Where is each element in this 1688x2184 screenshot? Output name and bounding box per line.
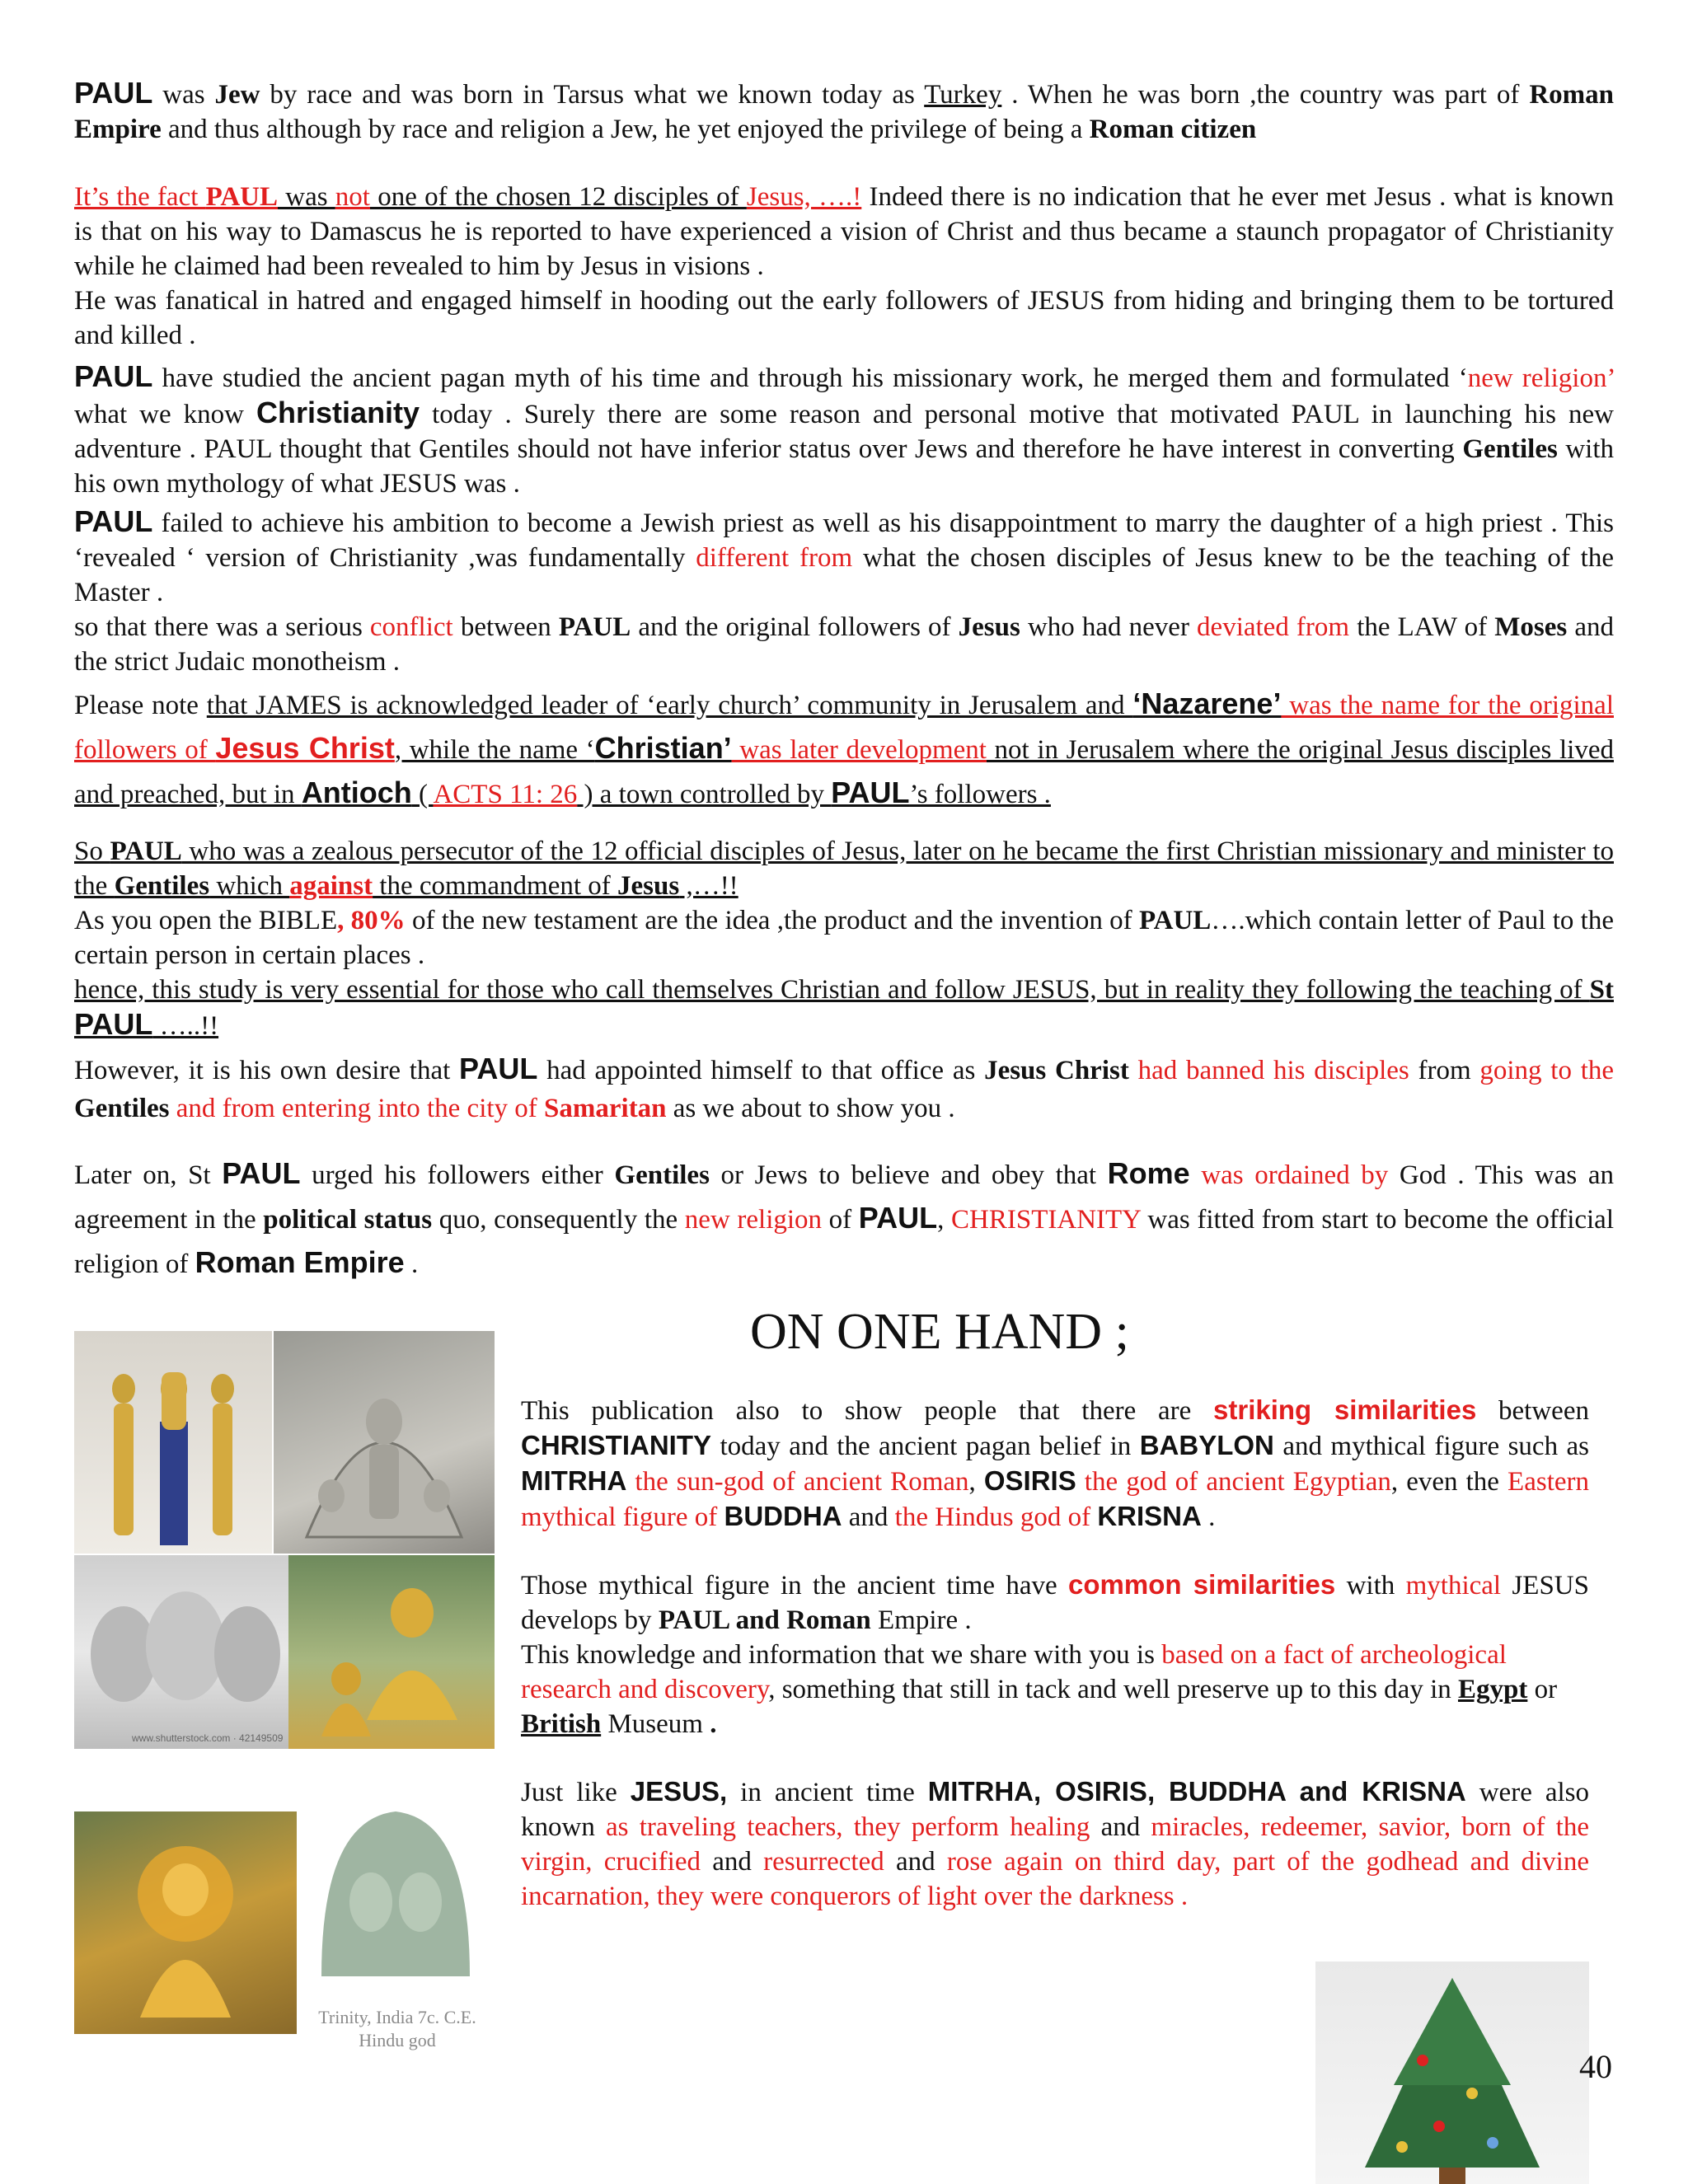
text: Jew bbox=[214, 80, 260, 110]
text: had banned his disciples bbox=[1128, 1056, 1409, 1085]
text: Later on, St bbox=[74, 1160, 223, 1190]
text: and the original followers of bbox=[631, 612, 959, 642]
christmas-tree-image bbox=[1315, 1961, 1589, 2184]
text: the god of ancient Egyptian bbox=[1076, 1467, 1391, 1497]
text: today . Surely there are some reason and personal motive that motivated PAUL in launching his new adventure . PAUL thought that Gentiles should not have inferior status over Jews and therefore he have interest in converting bbox=[74, 400, 1614, 464]
text: ’s followers . bbox=[909, 780, 1051, 809]
paragraph-not-disciple bbox=[74, 180, 1614, 353]
text: urged his followers either bbox=[300, 1160, 615, 1190]
statue-body bbox=[114, 1404, 134, 1535]
text: CHRISTIANITY bbox=[951, 1205, 1141, 1235]
text: miracles, redeemer, savior, born of the virgin, crucified bbox=[521, 1812, 1589, 1877]
text: PAUL bbox=[858, 1201, 938, 1235]
ornament bbox=[1396, 2141, 1408, 2153]
text: deviated from bbox=[1197, 612, 1350, 642]
ornament bbox=[1466, 2088, 1478, 2099]
text: the LAW of bbox=[1349, 612, 1495, 642]
paragraph-knowledge bbox=[521, 1638, 1559, 1741]
spacer bbox=[521, 1535, 1589, 1568]
paragraph-persecutor bbox=[74, 834, 1614, 1043]
text: Indeed there is no indication that he ever met Jesus . what is known is that on his way to Damascus he is reported to have experienced a vision of Christ and thus became a staunch propagator of Christianity while he claimed had been revealed to him by Jesus in visions . bbox=[74, 182, 1615, 281]
text: , 80% bbox=[337, 906, 406, 935]
text: the sun-god of ancient Roman bbox=[626, 1467, 969, 1497]
text: that JAMES is acknowledged leader of ‘early church’ community in Jerusalem and bbox=[206, 691, 1133, 720]
text: . bbox=[710, 1709, 717, 1739]
paragraph-common bbox=[521, 1568, 1589, 1638]
text: and thus although by race and religion a Jew, he yet enjoyed the privilege of being a bbox=[161, 115, 1090, 144]
text: was fitted from start to become the official religion of bbox=[74, 1205, 1614, 1279]
image-caption bbox=[298, 2006, 496, 2052]
text: was the name for the original followers of bbox=[74, 691, 1614, 765]
text: what we know bbox=[74, 400, 257, 429]
text: and from entering into the city of bbox=[169, 1094, 545, 1123]
right-column-text bbox=[521, 1393, 1589, 1914]
text: rose again on third day, part of the godhead and divine incarnation, they were conquerors of light over the darkness . bbox=[521, 1847, 1589, 1911]
text: Gentiles bbox=[74, 1094, 170, 1123]
text: the Hindus god of bbox=[894, 1502, 1098, 1532]
text: and bbox=[842, 1502, 895, 1532]
name-paul: PAUL bbox=[74, 76, 153, 110]
text: who was a zealous persecutor of the 12 official disciples of Jesus, later on he became the first Christian missionary and minister to the bbox=[74, 837, 1614, 901]
egyptian-gods-statue-image bbox=[74, 1331, 272, 1554]
three-faced-sculpture-image bbox=[74, 1555, 288, 1749]
text: and mythical figure such as bbox=[1273, 1432, 1590, 1461]
caption-line: Hindu god bbox=[359, 2030, 436, 2050]
text: OSIRIS bbox=[983, 1465, 1076, 1496]
text: with his own mythology of what JESUS was . bbox=[74, 434, 1614, 499]
text: , even the bbox=[1390, 1467, 1508, 1497]
text: going to the bbox=[1479, 1056, 1615, 1085]
spacer bbox=[521, 1741, 1589, 1774]
statue-body bbox=[162, 1372, 186, 1430]
caption-line: Trinity, India 7c. C.E. bbox=[318, 2007, 476, 2027]
text: ) a town controlled by bbox=[577, 780, 832, 809]
text: Roman Empire bbox=[74, 80, 1614, 144]
paragraph-rome bbox=[74, 1152, 1614, 1286]
text: striking similarities bbox=[1213, 1394, 1477, 1425]
text: , bbox=[968, 1467, 984, 1497]
text: PAUL bbox=[831, 776, 910, 809]
text: As you open the BIBLE bbox=[74, 906, 338, 935]
paragraph-similarities bbox=[521, 1393, 1589, 1535]
text: quo, consequently the bbox=[432, 1205, 685, 1235]
statue-body bbox=[213, 1404, 232, 1535]
text: Please note bbox=[74, 691, 207, 720]
text: It’s the fact bbox=[74, 182, 206, 212]
text: , bbox=[937, 1205, 952, 1235]
text: with bbox=[1335, 1571, 1406, 1601]
text: between bbox=[452, 612, 559, 642]
text: conflict bbox=[369, 612, 453, 642]
text: This knowledge and information that we share with you is bbox=[521, 1640, 1162, 1670]
text: CHRISTIANITY bbox=[521, 1430, 711, 1460]
text: Jesus, ….! bbox=[746, 182, 862, 212]
text: Jesus Christ bbox=[984, 1056, 1129, 1085]
text: Empire . bbox=[870, 1605, 972, 1635]
text: However, it is his own desire that bbox=[74, 1056, 460, 1085]
text: Antioch bbox=[301, 776, 412, 809]
text: common similarities bbox=[1068, 1569, 1336, 1600]
text: Rome bbox=[1107, 1156, 1190, 1190]
text: new religion’ bbox=[1467, 363, 1614, 393]
text: Roman Empire bbox=[195, 1245, 405, 1279]
text: hence, this study is very essential for those who call themselves Christian and follow JESUS, but in reality they following the teaching of bbox=[74, 975, 1590, 1005]
paragraph-ambition bbox=[74, 504, 1614, 679]
idol-illustration bbox=[74, 1811, 297, 2034]
text: . When he was born ,the country was part of bbox=[1001, 80, 1530, 110]
text: resurrected bbox=[763, 1847, 884, 1877]
text: ….which contain letter of Paul to the certain person in certain places . bbox=[74, 906, 1615, 970]
statue-head bbox=[112, 1374, 135, 1404]
text: was bbox=[152, 80, 215, 110]
text: PAUL bbox=[110, 837, 182, 866]
pillar bbox=[160, 1422, 188, 1545]
tree-illustration bbox=[1315, 1961, 1589, 2184]
watermark: www.shutterstock.com · 42149509 bbox=[132, 1732, 284, 1744]
text: ,…!! bbox=[679, 871, 738, 901]
krisna-idol-image bbox=[74, 1811, 297, 2034]
text: God . This was an agreement in the bbox=[74, 1160, 1614, 1235]
text: KRISNA bbox=[1097, 1501, 1202, 1531]
text: PAUL bbox=[459, 1052, 538, 1085]
text: This publication also to show people that there are bbox=[521, 1396, 1214, 1426]
text: new religion bbox=[684, 1205, 823, 1235]
text: BUDDHA bbox=[724, 1501, 842, 1531]
text: was ordained by bbox=[1189, 1160, 1389, 1190]
text: ACTS 11: 26 bbox=[433, 780, 578, 809]
paragraph-nazarene bbox=[74, 682, 1614, 816]
text: Turkey bbox=[924, 80, 1002, 110]
text: Moses bbox=[1494, 612, 1568, 642]
text: PAUL and Roman bbox=[658, 1605, 871, 1635]
text: not bbox=[335, 182, 370, 212]
text: were also known bbox=[521, 1778, 1589, 1842]
text: not in Jerusalem where the original Jesus disciples lived and preached, but in bbox=[74, 735, 1614, 809]
text: had appointed himself to that office as bbox=[537, 1056, 985, 1085]
text: So bbox=[74, 837, 110, 866]
stone-head-illustration bbox=[297, 1787, 495, 2009]
text: as we about to show you . bbox=[666, 1094, 955, 1123]
text: MITRHA, OSIRIS, BUDDHA and KRISNA bbox=[927, 1776, 1466, 1807]
text: and bbox=[884, 1847, 947, 1877]
statue-illustration bbox=[74, 1331, 272, 1554]
paragraph-pagan-myth bbox=[74, 359, 1614, 501]
text: PAUL bbox=[74, 504, 153, 538]
paragraph-paul-origin bbox=[74, 76, 1614, 147]
text: PAUL bbox=[74, 1007, 153, 1041]
text: and bbox=[701, 1847, 764, 1877]
text: which bbox=[209, 871, 290, 901]
text: Gentiles bbox=[1462, 434, 1558, 464]
text: of bbox=[822, 1205, 859, 1235]
statue-head bbox=[211, 1374, 234, 1404]
text: PAUL bbox=[222, 1156, 301, 1190]
text: Museum bbox=[601, 1709, 710, 1739]
text: was later development bbox=[731, 735, 987, 765]
spacer bbox=[74, 816, 1614, 834]
text: as traveling teachers, they perform healing bbox=[606, 1812, 1090, 1842]
text: JESUS, bbox=[630, 1776, 728, 1807]
text: PAUL bbox=[205, 182, 279, 212]
text: and bbox=[1090, 1812, 1151, 1842]
relief-illustration bbox=[274, 1331, 495, 1554]
text: or Jews to believe and obey that bbox=[709, 1160, 1108, 1190]
text: Jesus bbox=[617, 871, 680, 901]
text: PAUL bbox=[74, 359, 153, 393]
text: Roman citizen bbox=[1089, 115, 1257, 144]
text: Christian’ bbox=[594, 731, 732, 765]
ornament bbox=[1487, 2137, 1498, 2149]
text: Gentiles bbox=[114, 871, 210, 901]
ornament bbox=[1433, 2121, 1445, 2132]
paragraph-just-like bbox=[521, 1774, 1589, 1914]
text: JESUS develops by bbox=[521, 1571, 1589, 1635]
text: of the new testament are the idea ,the product and the invention of bbox=[405, 906, 1139, 935]
text: Gentiles bbox=[614, 1160, 710, 1190]
text: failed to achieve his ambition to become a Jewish priest as well as his disappointment to marry the daughter of a high priest . This ‘revealed ‘ version of Christianity ,was fundamentally bbox=[74, 509, 1614, 573]
green-stone-head-image bbox=[297, 1787, 495, 2009]
text: based on a fact of archeological research and discovery bbox=[521, 1640, 1507, 1704]
text: against bbox=[289, 871, 373, 901]
text: He was fanatical in hatred and engaged himself in hooding out the early followers of JESUS from hiding and bringing them to be tortured and killed . bbox=[74, 286, 1614, 350]
text: so that there was a serious bbox=[74, 612, 370, 642]
text: ( bbox=[411, 780, 434, 809]
text: different from bbox=[696, 543, 853, 573]
text: , while the name ‘ bbox=[394, 735, 595, 765]
text: . bbox=[404, 1249, 419, 1279]
text: ‘Nazarene’ bbox=[1132, 687, 1282, 720]
text: one of the chosen 12 disciples of bbox=[369, 182, 747, 212]
text: , something that still in tack and well preserve up to this day in bbox=[768, 1675, 1458, 1704]
text: PAUL bbox=[1138, 906, 1212, 935]
text: or bbox=[1527, 1675, 1558, 1704]
text: today and the ancient pagan belief in bbox=[711, 1432, 1140, 1461]
text: Egypt bbox=[1457, 1675, 1528, 1704]
text: Jesus Christ bbox=[215, 731, 395, 765]
buddha-illustration bbox=[288, 1555, 495, 1749]
text: Jesus bbox=[958, 612, 1020, 642]
text: …..!! bbox=[152, 1011, 219, 1041]
text: MITRHA bbox=[521, 1465, 627, 1496]
text: in ancient time bbox=[727, 1778, 928, 1807]
golden-buddha-image bbox=[288, 1555, 495, 1749]
ornament bbox=[1417, 2055, 1428, 2066]
text: Christianity bbox=[256, 396, 420, 429]
paragraph-gentiles bbox=[74, 1050, 1614, 1127]
article-body bbox=[74, 76, 1614, 1286]
text: St bbox=[1589, 975, 1614, 1005]
text: PAUL bbox=[558, 612, 631, 642]
text: Just like bbox=[521, 1778, 631, 1807]
stone-relief-image bbox=[274, 1331, 495, 1554]
text: the commandment of bbox=[373, 871, 617, 901]
spacer bbox=[74, 1127, 1614, 1152]
text: from bbox=[1409, 1056, 1480, 1085]
text: and the strict Judaic monotheism . bbox=[74, 612, 1614, 677]
sculpture-illustration bbox=[74, 1555, 288, 1749]
text: by race and was born in Tarsus what we known today as bbox=[260, 80, 925, 110]
text: political status bbox=[263, 1205, 433, 1235]
text: was bbox=[278, 182, 335, 212]
text: British bbox=[521, 1709, 602, 1739]
text: mythical bbox=[1405, 1571, 1502, 1601]
text: BABYLON bbox=[1139, 1430, 1274, 1460]
spacer bbox=[74, 147, 1614, 180]
text: Eastern mythical figure of bbox=[521, 1467, 1589, 1532]
text: who had never bbox=[1020, 612, 1198, 642]
text: between bbox=[1476, 1396, 1589, 1426]
text: . bbox=[1201, 1502, 1216, 1532]
text: Those mythical figure in the ancient time have bbox=[521, 1571, 1069, 1601]
section-heading: ON ONE HAND ; bbox=[750, 1304, 1129, 1360]
text: have studied the ancient pagan myth of his time and through his missionary work, he merged them and formulated ‘ bbox=[152, 363, 1468, 393]
page-number: 40 bbox=[1579, 2048, 1612, 2085]
text: what the chosen disciples of Jesus knew to be the teaching of the Master . bbox=[74, 543, 1614, 607]
text: Samaritan bbox=[544, 1094, 667, 1123]
